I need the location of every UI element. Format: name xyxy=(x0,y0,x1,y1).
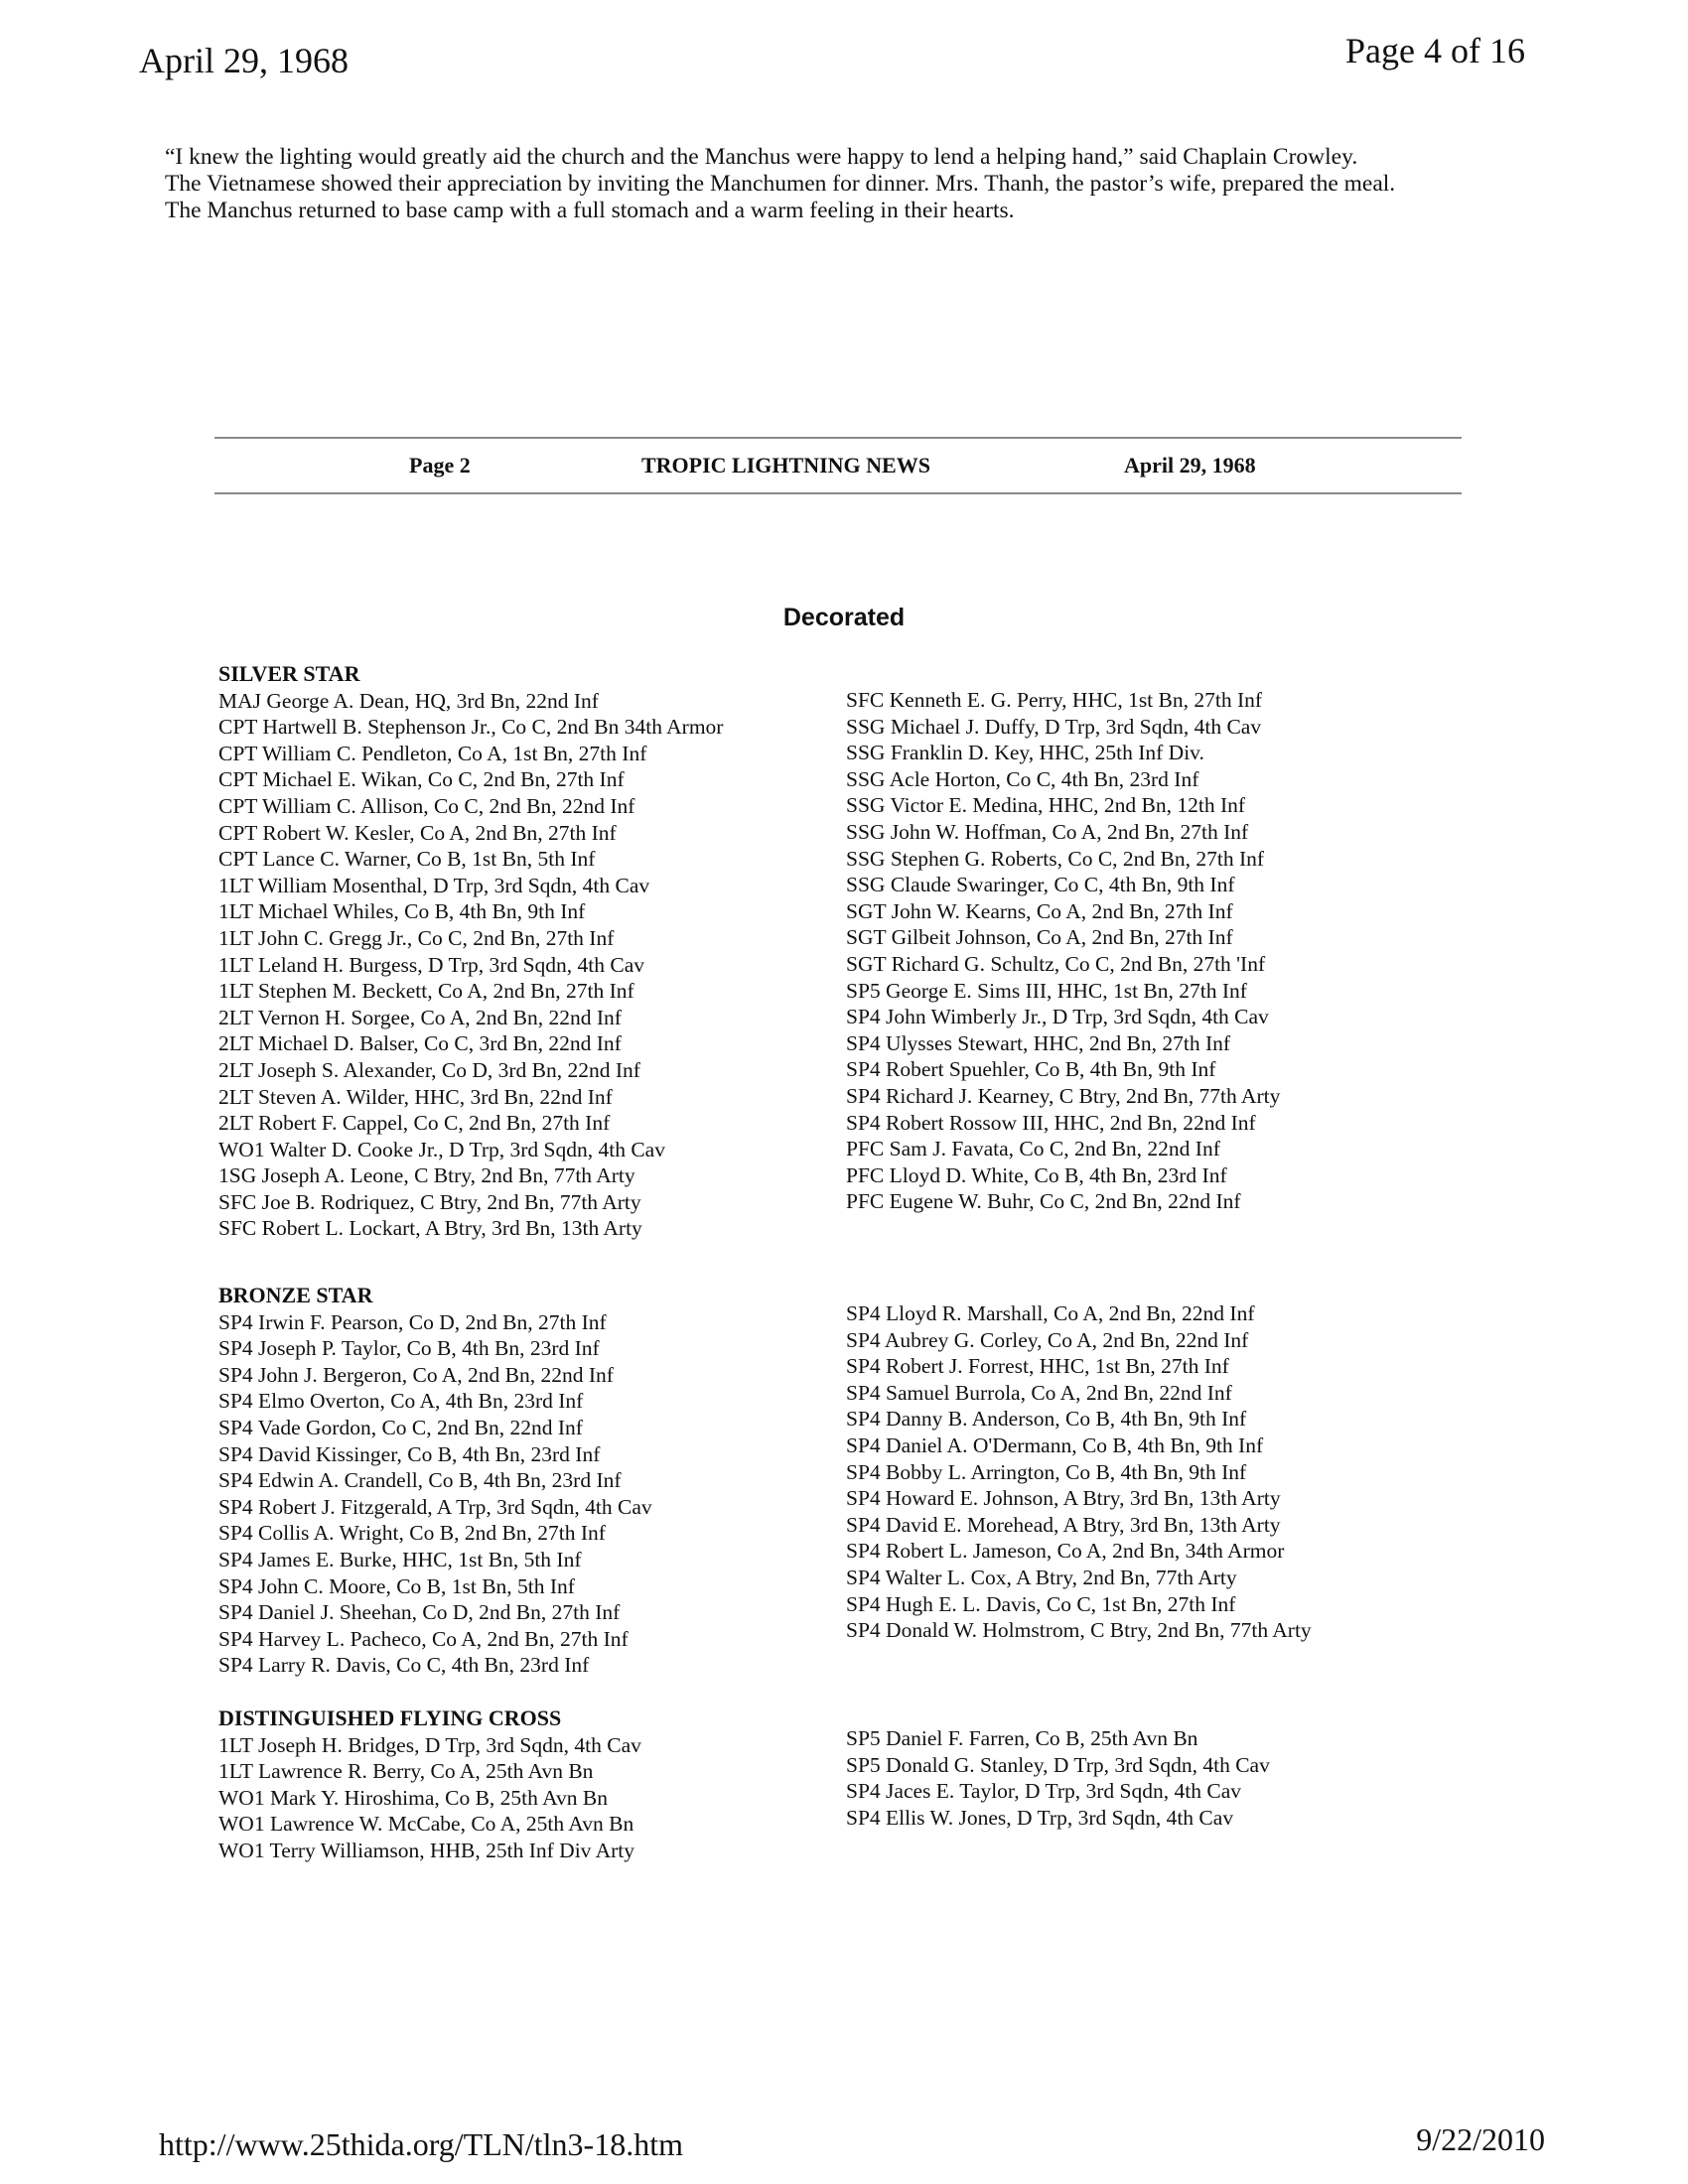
masthead-rule-bottom xyxy=(214,492,1462,494)
honoree-entry: 1LT Stephen M. Beckett, Co A, 2nd Bn, 27th Inf xyxy=(218,979,634,1004)
honoree-entry: SSG Claude Swaringer, Co C, 4th Bn, 9th Inf xyxy=(846,873,1235,897)
honoree-entry: SP4 Richard J. Kearney, C Btry, 2nd Bn, 77th Arty xyxy=(846,1083,1281,1108)
article-text xyxy=(161,144,1511,224)
award-heading-silver-star: SILVER STAR xyxy=(218,661,360,686)
award-heading-dfc: DISTINGUISHED FLYING CROSS xyxy=(218,1706,562,1730)
honoree-entry: SP4 Robert J. Fitzgerald, A Trp, 3rd Sqdn, 4th Cav xyxy=(218,1494,652,1519)
honoree-entry: SP4 Elmo Overton, Co A, 4th Bn, 23rd Inf xyxy=(218,1389,584,1414)
name-list xyxy=(218,1309,652,1679)
honoree-entry: SSG John W. Hoffman, Co A, 2nd Bn, 27th Inf xyxy=(846,819,1249,844)
bronze-star-right-column xyxy=(846,1300,1312,1644)
honoree-entry: SP4 Larry R. Davis, Co C, 4th Bn, 23rd Inf xyxy=(218,1653,590,1678)
honoree-entry: CPT Lance C. Warner, Co B, 1st Bn, 5th Inf xyxy=(218,847,596,872)
honoree-entry: SP5 Daniel F. Farren, Co B, 25th Avn Bn xyxy=(846,1726,1198,1750)
honoree-entry: SP4 Ellis W. Jones, D Trp, 3rd Sqdn, 4th Cav xyxy=(846,1805,1234,1830)
silver-star-left-column xyxy=(218,661,723,1242)
honoree-entry: SP4 Hugh E. L. Davis, Co C, 1st Bn, 27th Inf xyxy=(846,1591,1236,1616)
honoree-entry: WO1 Lawrence W. McCabe, Co A, 25th Avn Bn xyxy=(218,1812,634,1837)
honoree-entry: 1LT Lawrence R. Berry, Co A, 25th Avn Bn xyxy=(218,1759,594,1784)
honoree-entry: SP4 Edwin A. Crandell, Co B, 4th Bn, 23rd Inf xyxy=(218,1468,622,1493)
paragraph: “I knew the lighting would greatly aid the church and the Manchus were happy to lend a helping hand,” said Chaplain Crowley. xyxy=(165,144,1358,170)
honoree-entry: 1LT Michael Whiles, Co B, 4th Bn, 9th Inf xyxy=(218,899,586,924)
honoree-entry: WO1 Walter D. Cooke Jr., D Trp, 3rd Sqdn, 4th Cav xyxy=(218,1137,665,1161)
honoree-entry: PFC Sam J. Favata, Co C, 2nd Bn, 22nd Inf xyxy=(846,1137,1220,1161)
honoree-entry: SP4 Aubrey G. Corley, Co A, 2nd Bn, 22nd Inf xyxy=(846,1327,1249,1352)
bronze-star-left-column xyxy=(218,1283,652,1679)
honoree-entry: SP4 Donald W. Holmstrom, C Btry, 2nd Bn, 77th Arty xyxy=(846,1618,1312,1643)
honoree-entry: WO1 Terry Williamson, HHB, 25th Inf Div Arty xyxy=(218,1838,635,1862)
honoree-entry: SSG Victor E. Medina, HHC, 2nd Bn, 12th Inf xyxy=(846,793,1246,818)
honoree-entry: SP4 Robert Rossow III, HHC, 2nd Bn, 22nd Inf xyxy=(846,1110,1256,1135)
honoree-entry: SP4 Ulysses Stewart, HHC, 2nd Bn, 27th Inf xyxy=(846,1030,1231,1055)
name-list xyxy=(218,1732,641,1864)
honoree-entry: 1LT William Mosenthal, D Trp, 3rd Sqdn, 4th Cav xyxy=(218,873,650,897)
name-list xyxy=(846,1300,1312,1644)
honoree-entry: SP4 Bobby L. Arrington, Co B, 4th Bn, 9th Inf xyxy=(846,1459,1247,1484)
honoree-entry: SP4 John J. Bergeron, Co A, 2nd Bn, 22nd Inf xyxy=(218,1362,614,1387)
honoree-entry: SSG Franklin D. Key, HHC, 25th Inf Div. xyxy=(846,741,1204,765)
masthead-date: April 29, 1968 xyxy=(1124,453,1256,478)
masthead-rule-top xyxy=(214,437,1462,439)
name-list xyxy=(846,1725,1270,1831)
honoree-entry: SP4 Daniel J. Sheehan, Co D, 2nd Bn, 27th Inf xyxy=(218,1600,621,1625)
honoree-entry: SP4 Daniel A. O'Dermann, Co B, 4th Bn, 9th Inf xyxy=(846,1433,1264,1457)
honoree-entry: SFC Joe B. Rodriquez, C Btry, 2nd Bn, 77th Arty xyxy=(218,1189,641,1214)
honoree-entry: CPT Michael E. Wikan, Co C, 2nd Bn, 27th Inf xyxy=(218,767,625,792)
honoree-entry: CPT Hartwell B. Stephenson Jr., Co C, 2nd Bn 34th Armor xyxy=(218,715,724,740)
honoree-entry: SP4 Harvey L. Pacheco, Co A, 2nd Bn, 27th Inf xyxy=(218,1626,629,1651)
honoree-entry: SP4 Robert J. Forrest, HHC, 1st Bn, 27th Inf xyxy=(846,1354,1229,1379)
honoree-entry: WO1 Mark Y. Hiroshima, Co B, 25th Avn Bn xyxy=(218,1785,608,1810)
honoree-entry: SP4 David Kissinger, Co B, 4th Bn, 23rd Inf xyxy=(218,1441,601,1466)
award-heading-bronze-star: BRONZE STAR xyxy=(218,1283,373,1307)
honoree-entry: 1LT John C. Gregg Jr., Co C, 2nd Bn, 27th Inf xyxy=(218,925,615,950)
honoree-entry: CPT Robert W. Kesler, Co A, 2nd Bn, 27th Inf xyxy=(218,820,617,845)
print-header-page-number: Page 4 of 16 xyxy=(1345,31,1525,70)
name-list xyxy=(218,688,723,1242)
honoree-entry: PFC Lloyd D. White, Co B, 4th Bn, 23rd Inf xyxy=(846,1162,1227,1187)
name-list xyxy=(846,687,1280,1215)
honoree-entry: 2LT Robert F. Cappel, Co C, 2nd Bn, 27th Inf xyxy=(218,1111,611,1136)
honoree-entry: 2LT Vernon H. Sorgee, Co A, 2nd Bn, 22nd Inf xyxy=(218,1005,622,1029)
honoree-entry: MAJ George A. Dean, HQ, 3rd Bn, 22nd Inf xyxy=(218,688,599,713)
honoree-entry: SP5 George E. Sims III, HHC, 1st Bn, 27th Inf xyxy=(846,978,1247,1003)
honoree-entry: SP4 John C. Moore, Co B, 1st Bn, 5th Inf xyxy=(218,1573,575,1598)
honoree-entry: SP4 Vade Gordon, Co C, 2nd Bn, 22nd Inf xyxy=(218,1415,583,1439)
honoree-entry: PFC Eugene W. Buhr, Co C, 2nd Bn, 22nd Inf xyxy=(846,1189,1241,1214)
honoree-entry: SFC Kenneth E. G. Perry, HHC, 1st Bn, 27th Inf xyxy=(846,688,1263,712)
honoree-entry: SP4 Danny B. Anderson, Co B, 4th Bn, 9th Inf xyxy=(846,1407,1247,1432)
honoree-entry: SP4 John Wimberly Jr., D Trp, 3rd Sqdn, 4th Cav xyxy=(846,1005,1269,1029)
honoree-entry: SFC Robert L. Lockart, A Btry, 3rd Bn, 13th Arty xyxy=(218,1216,642,1241)
honoree-entry: SGT John W. Kearns, Co A, 2nd Bn, 27th Inf xyxy=(846,898,1233,923)
honoree-entry: SP4 Lloyd R. Marshall, Co A, 2nd Bn, 22nd Inf xyxy=(846,1301,1255,1325)
newspaper-masthead xyxy=(214,453,1462,482)
honoree-entry: SGT Gilbeit Johnson, Co A, 2nd Bn, 27th Inf xyxy=(846,925,1233,950)
section-title: Decorated xyxy=(782,604,906,631)
print-footer-date: 9/22/2010 xyxy=(1416,2121,1545,2157)
honoree-entry: SP4 David E. Morehead, A Btry, 3rd Bn, 13th Arty xyxy=(846,1512,1281,1537)
honoree-entry: CPT William C. Allison, Co C, 2nd Bn, 22nd Inf xyxy=(218,793,635,818)
honoree-entry: SP4 Howard E. Johnson, A Btry, 3rd Bn, 13th Arty xyxy=(846,1486,1281,1511)
masthead-page: Page 2 xyxy=(409,453,471,478)
honoree-entry: SP5 Donald G. Stanley, D Trp, 3rd Sqdn, 4th Cav xyxy=(846,1752,1270,1777)
honoree-entry: SP4 Irwin F. Pearson, Co D, 2nd Bn, 27th Inf xyxy=(218,1309,607,1334)
honoree-entry: SP4 James E. Burke, HHC, 1st Bn, 5th Inf xyxy=(218,1547,582,1571)
print-header-date: April 29, 1968 xyxy=(139,41,349,80)
honoree-entry: SP4 Jaces E. Taylor, D Trp, 3rd Sqdn, 4th Cav xyxy=(846,1779,1241,1804)
dfc-right-column xyxy=(846,1725,1270,1831)
honoree-entry: SP4 Robert Spuehler, Co B, 4th Bn, 9th Inf xyxy=(846,1057,1216,1082)
honoree-entry: SP4 Joseph P. Taylor, Co B, 4th Bn, 23rd Inf xyxy=(218,1336,600,1361)
masthead-title: TROPIC LIGHTNING NEWS xyxy=(641,453,930,478)
honoree-entry: SP4 Samuel Burrola, Co A, 2nd Bn, 22nd Inf xyxy=(846,1380,1232,1405)
honoree-entry: 2LT Steven A. Wilder, HHC, 3rd Bn, 22nd Inf xyxy=(218,1084,613,1109)
honoree-entry: SP4 Robert L. Jameson, Co A, 2nd Bn, 34th Armor xyxy=(846,1539,1285,1564)
honoree-entry: 1LT Joseph H. Bridges, D Trp, 3rd Sqdn, 4th Cav xyxy=(218,1732,641,1757)
honoree-entry: SSG Michael J. Duffy, D Trp, 3rd Sqdn, 4th Cav xyxy=(846,714,1262,739)
print-footer-url: http://www.25thida.org/TLN/tln3-18.htm xyxy=(159,2126,683,2162)
honoree-entry: SSG Acle Horton, Co C, 4th Bn, 23rd Inf xyxy=(846,766,1199,791)
honoree-entry: 1LT Leland H. Burgess, D Trp, 3rd Sqdn, 4th Cav xyxy=(218,952,645,977)
honoree-entry: SSG Stephen G. Roberts, Co C, 2nd Bn, 27th Inf xyxy=(846,846,1265,871)
honoree-entry: CPT William C. Pendleton, Co A, 1st Bn, 27th Inf xyxy=(218,741,647,765)
silver-star-right-column xyxy=(846,687,1280,1215)
honoree-entry: 1SG Joseph A. Leone, C Btry, 2nd Bn, 77th Arty xyxy=(218,1163,635,1188)
honoree-entry: SP4 Walter L. Cox, A Btry, 2nd Bn, 77th Arty xyxy=(846,1565,1237,1589)
dfc-left-column xyxy=(218,1706,641,1864)
honoree-entry: 2LT Michael D. Balser, Co C, 3rd Bn, 22nd Inf xyxy=(218,1031,622,1056)
honoree-entry: SGT Richard G. Schultz, Co C, 2nd Bn, 27th 'Inf xyxy=(846,951,1266,976)
honoree-entry: SP4 Collis A. Wright, Co B, 2nd Bn, 27th Inf xyxy=(218,1521,606,1546)
honoree-entry: 2LT Joseph S. Alexander, Co D, 3rd Bn, 22nd Inf xyxy=(218,1057,640,1082)
paragraph: The Manchus returned to base camp with a full stomach and a warm feeling in their hearts. xyxy=(165,198,1015,223)
paragraph: The Vietnamese showed their appreciation by inviting the Manchumen for dinner. Mrs. Thanh, the pastor’s wife, prepared the meal. xyxy=(165,171,1396,197)
